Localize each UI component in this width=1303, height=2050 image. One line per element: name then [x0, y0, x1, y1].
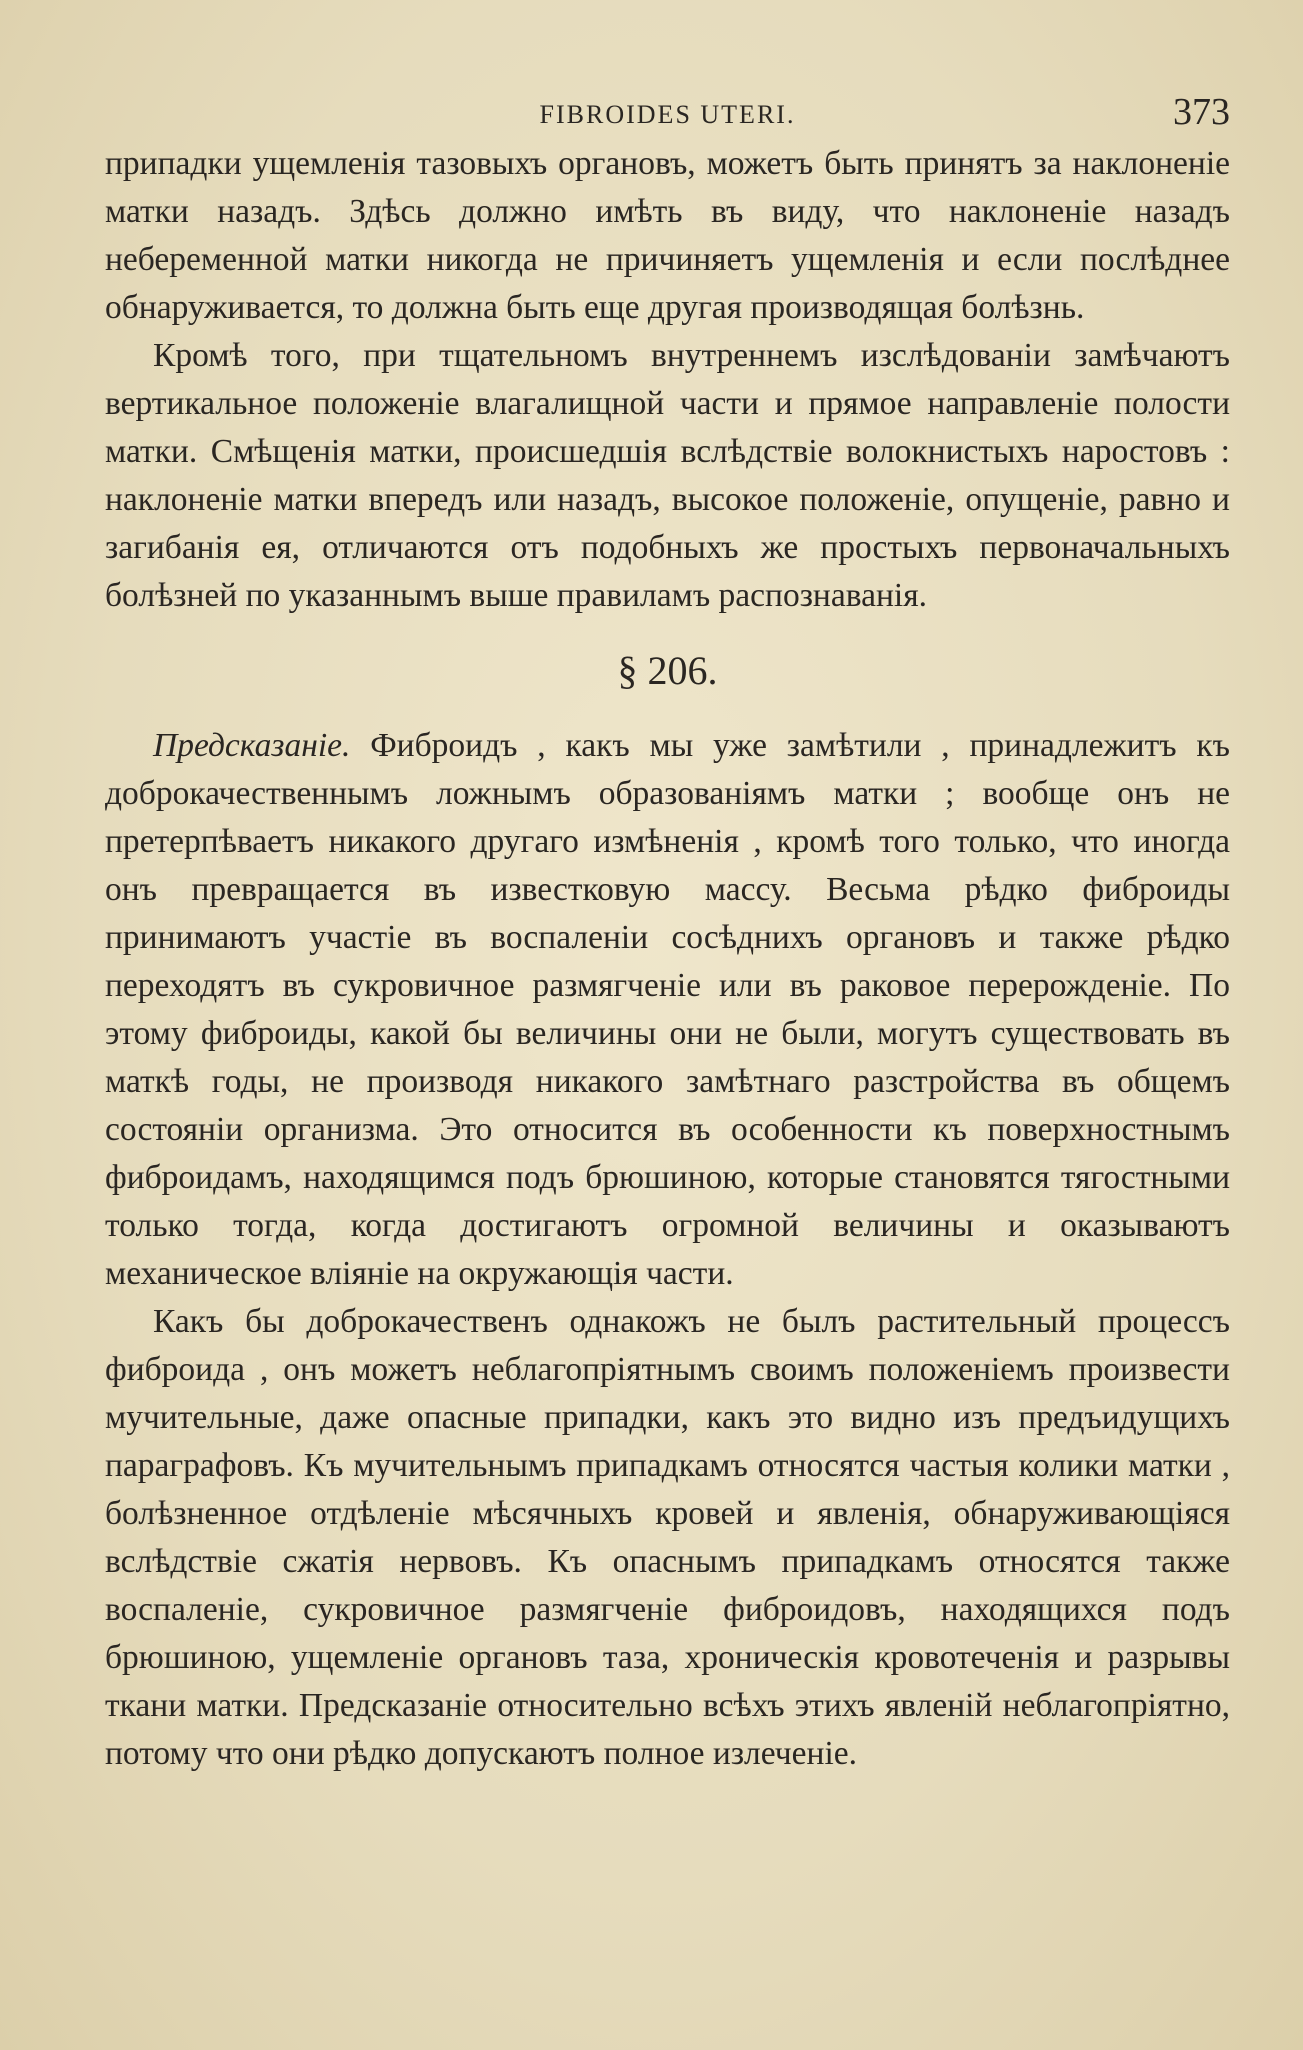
paragraph	[105, 1298, 1230, 1778]
paragraph: припадки ущемленія тазовыхъ органовъ, можетъ быть принятъ за наклоненіе матки назадъ. Здѣсь должно имѣть въ виду, что наклоненіе назадъ небеременной матки никогда не причиняетъ ущемленія и если послѣднее обнаруживается, то должна быть еще другая производящая болѣзнь.	[105, 145, 1230, 326]
paragraph	[105, 722, 1230, 1298]
page-number: 373	[1173, 91, 1230, 133]
book-page	[105, 90, 1230, 1778]
body-text	[105, 140, 1230, 1778]
paragraph-lead-term: Предсказаніе.	[153, 727, 351, 764]
running-head-title: FIBROIDES UTERI.	[539, 100, 796, 129]
section-heading: § 206.	[617, 648, 718, 693]
running-head	[105, 90, 1230, 140]
paragraph: Кромѣ того, при тщательномъ внутреннемъ изслѣдованіи замѣчаютъ вертикальное положеніе влагалищной части и прямое направленіе полости матки. Смѣщенія матки, происшедшія вслѣдствіе волокнистыхъ наростовъ : наклоненіе матки впередъ или назадъ, высокое положеніе, опущеніе, равно и загибанія ея, отличаются отъ подобныхъ же простыхъ первоначальныхъ болѣзней по указаннымъ выше правиламъ распознаванія.	[105, 337, 1230, 614]
paragraph-text: Фиброидъ , какъ мы уже замѣтили , принадлежитъ къ доброкачественнымъ ложнымъ образованіямъ матки ; вообще онъ не претерпѣваетъ никакого другаго измѣненія , кромѣ того только, что иногда онъ превращается въ известковую массу. Весьма рѣдко фиброиды принимаютъ участіе въ воспаленіи сосѣднихъ органовъ и также рѣдко переходятъ въ сукровичное размягченіе или въ раковое перерожденіе. По этому фиброиды, какой бы величины они не были, могутъ существовать въ маткѣ годы, не производя никакого замѣтнаго разстройства въ общемъ состояніи организма. Это относится въ особенности къ поверхностнымъ фиброидамъ, находящимся подъ брюшиною, которые становятся тягостными только тогда, когда достигаютъ огромной величины и оказываютъ механическое вліяніе на окружающія части.	[105, 727, 1230, 1292]
paragraph-text: Какъ бы доброкачественъ однакожъ не былъ растительный процессъ фиброида , онъ можетъ неблагопріятнымъ своимъ положеніемъ произвести мучительные, даже опасные припадки, какъ это видно изъ предъидущихъ параграфовъ. Къ мучительнымъ припадкамъ относятся частыя колики матки , болѣзненное отдѣленіе мѣсячныхъ кровей и явленія, обнаруживающіяся вслѣдствіе сжатія нервовъ. Къ опаснымъ припадкамъ относятся также воспаленіе, сукровичное размягченіе фиброидовъ, находящихся подъ брюшиною, ущемленіе органовъ таза, хроническія кровотеченія и разрывы ткани матки. Предсказаніе относительно всѣхъ этихъ явленій неблагопріятно, потому что они рѣдко допускаютъ полное излеченіе.	[105, 1303, 1230, 1772]
